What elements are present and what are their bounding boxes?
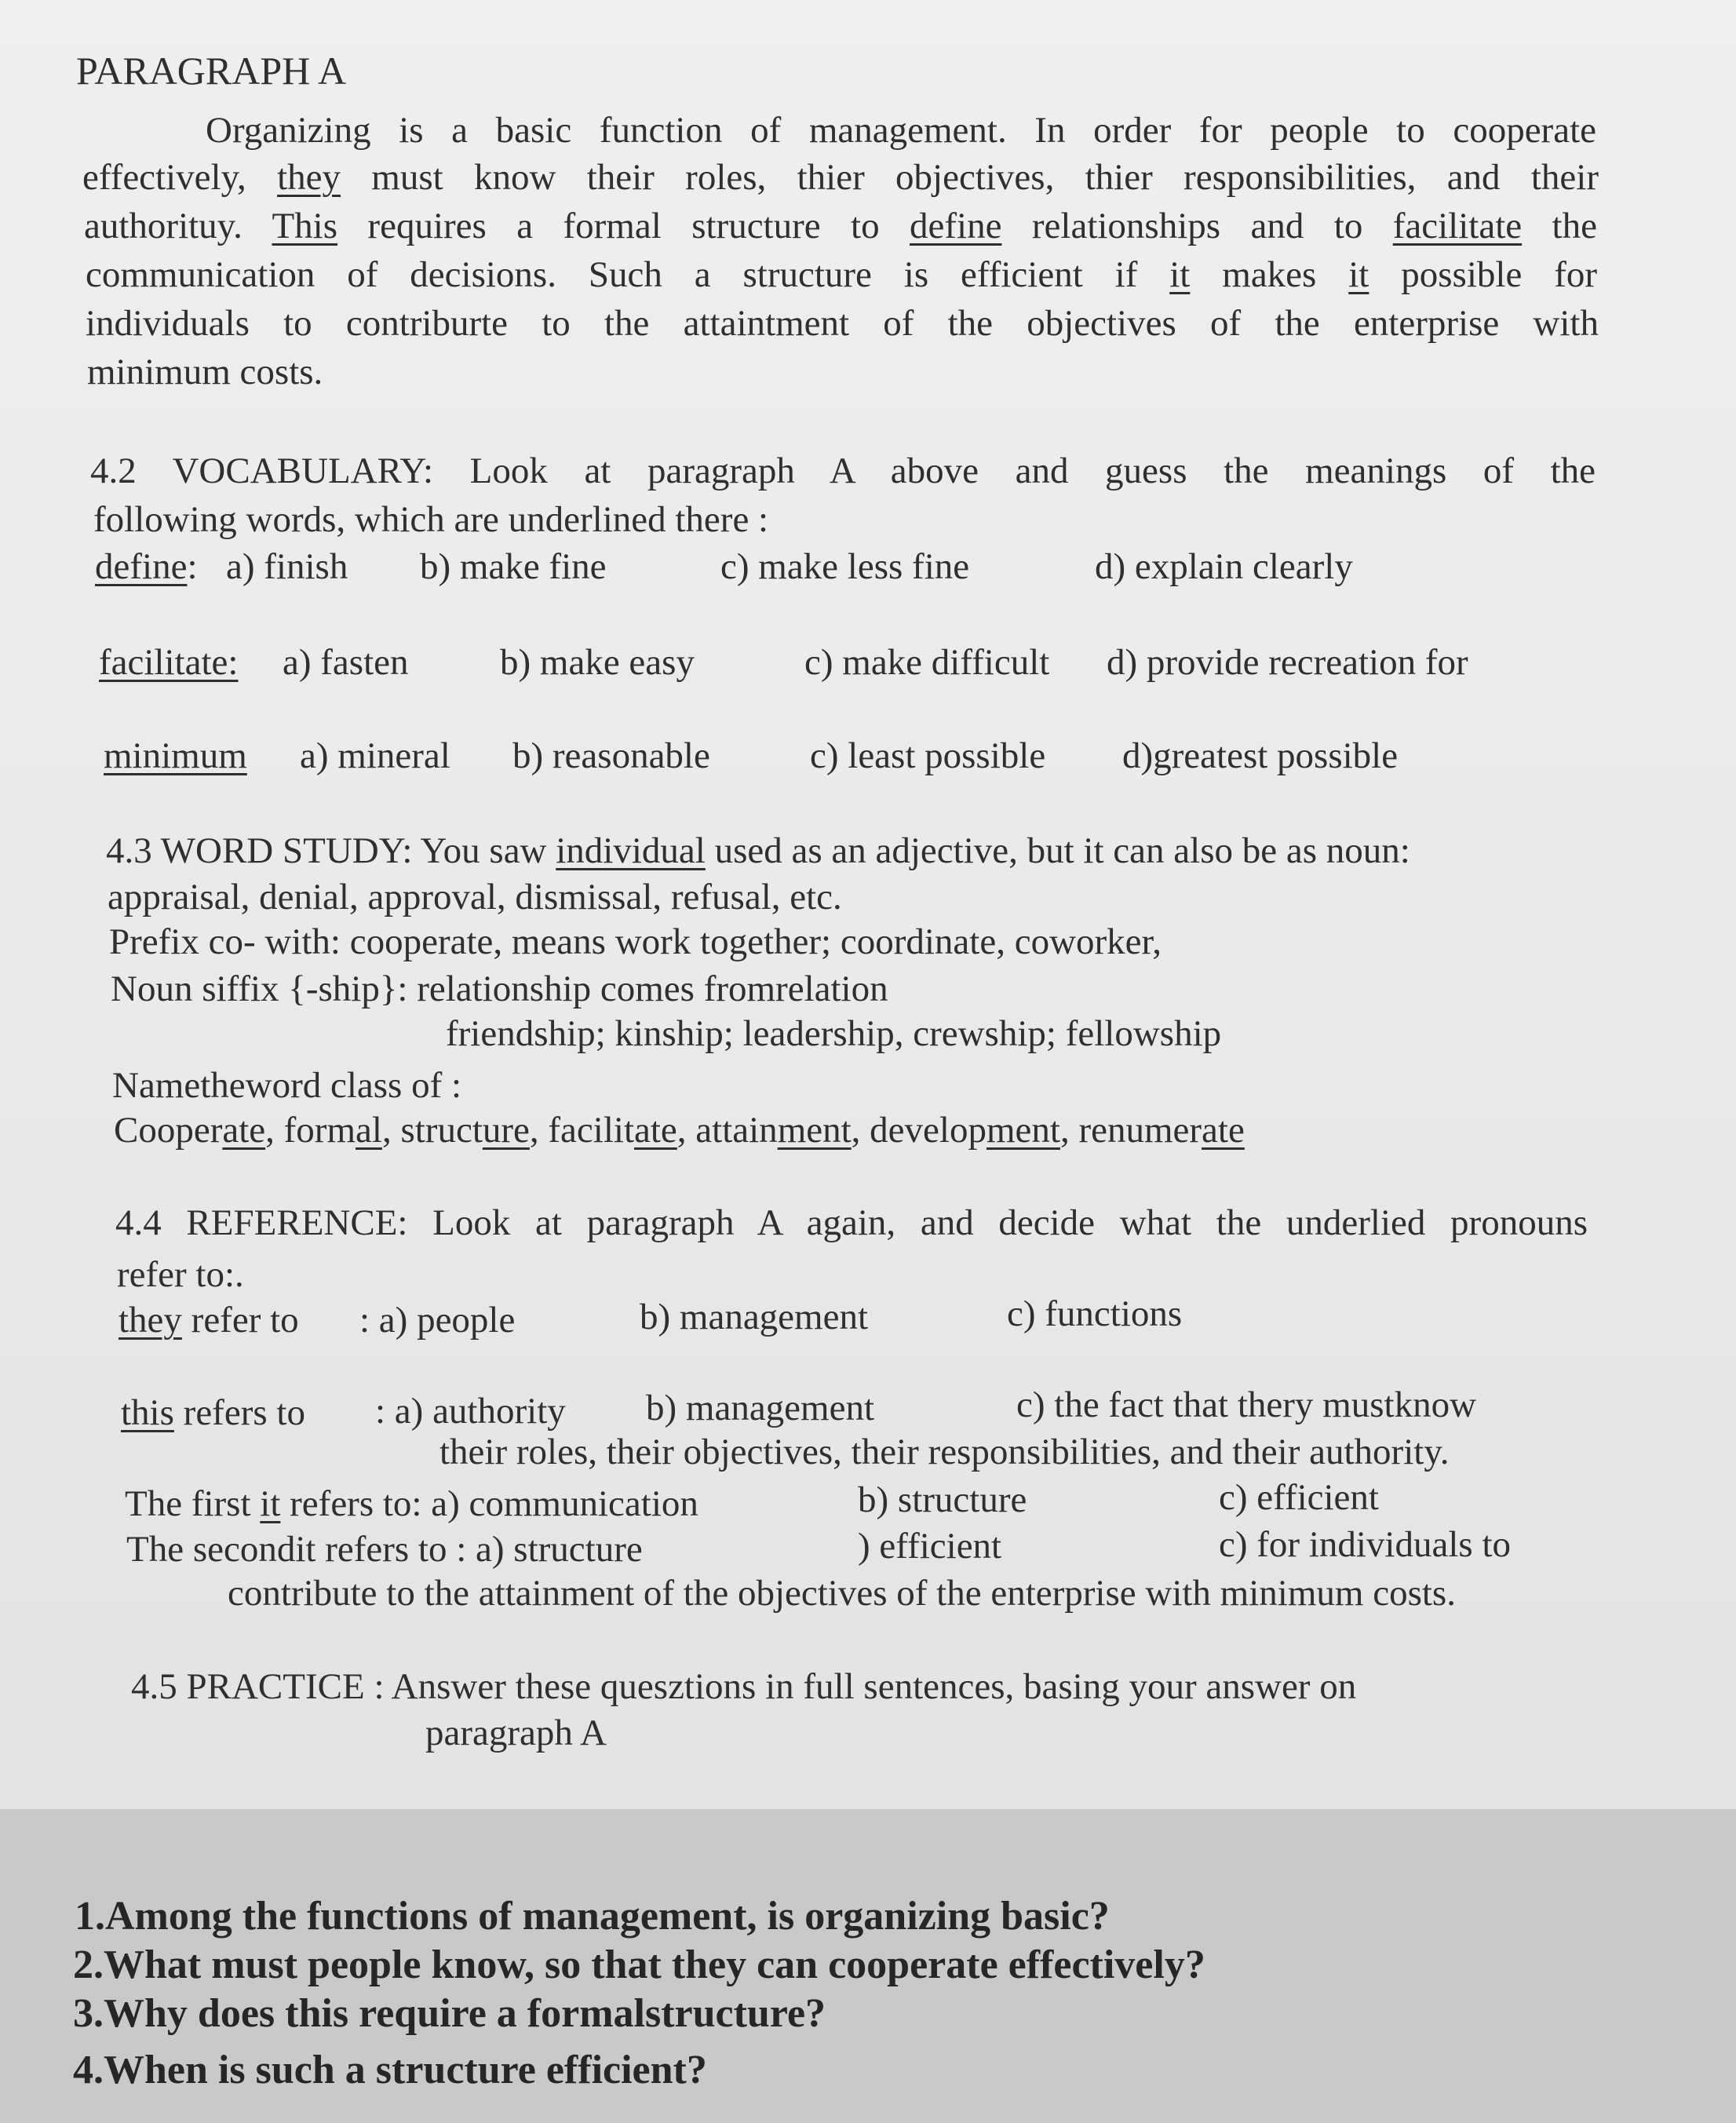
word-study-line: Noun siffix {-ship}: relationship comes fromrelation — [111, 968, 888, 1009]
reference-item: they refer to — [119, 1300, 299, 1341]
word-study-line: appraisal, denial, approval, dismissal, refusal, etc. — [108, 877, 842, 917]
word-study-line: friendship; kinship; leadership, crewship; fellowship — [446, 1013, 1222, 1054]
vocabulary-intro: following words, which are underlined there : — [93, 499, 769, 540]
vocab-option: d)greatest possible — [1122, 735, 1399, 776]
vocab-option: b) make easy — [500, 642, 695, 683]
paragraph-line: individuals to contriburte to the attaintment of the objectives of the enterprise with — [86, 303, 1599, 344]
practice-instruction: paragraph A — [425, 1713, 607, 1753]
vocab-option: c) make less fine — [720, 546, 970, 587]
vocab-option: a) finish — [226, 546, 348, 587]
vocab-option: c) least possible — [810, 735, 1046, 776]
vocab-option: d) explain clearly — [1095, 546, 1353, 587]
reference-item: The secondit refers to : a) structure — [126, 1529, 643, 1570]
vocab-option: b) make fine — [420, 546, 607, 587]
question-item: 1.Among the functions of management, is organizing basic? — [75, 1894, 1110, 1939]
paragraph-line: Organizing is a basic function of management. In order for people to cooperate — [206, 110, 1596, 151]
reference-option: b) structure — [858, 1479, 1027, 1520]
vocab-word: facilitate: — [99, 642, 239, 683]
reference-item: this refers to — [121, 1392, 305, 1433]
reference-option: b) management — [640, 1297, 869, 1337]
vocab-option: b) reasonable — [512, 735, 710, 776]
reference-item: The first it refers to: a) communication — [125, 1483, 698, 1524]
reference-option: c) functions — [1007, 1293, 1183, 1334]
word-class-list: Cooperate, formal, structure, facilitate, attainment, development, renumerate — [114, 1110, 1245, 1151]
vocab-option: d) provide recreation for — [1107, 642, 1468, 683]
paragraph-line: communication of decisions. Such a structure is efficient if it makes it possible for — [86, 254, 1597, 295]
paragraph-line: effectively, they must know their roles, thier objectives, thier responsibilities, and their — [82, 157, 1599, 198]
vocab-option: c) make difficult — [804, 642, 1050, 683]
reference-intro: refer to:. — [117, 1254, 244, 1295]
practice-instruction: 4.5 PRACTICE : Answer these quesztions in full sentences, basing your answer on — [131, 1666, 1357, 1707]
reference-option: b) management — [646, 1388, 875, 1428]
reference-option: c) efficient — [1219, 1477, 1379, 1518]
reference-option: : a) people — [359, 1300, 516, 1341]
question-item: 3.Why does this require a formalstructure? — [73, 1991, 826, 2036]
word-study-line: 4.3 WORD STUDY: You saw individual used as an adjective, but it can also be as noun: — [106, 830, 1410, 871]
paragraph-heading: PARAGRAPH A — [76, 49, 347, 93]
reference-option: c) the fact that thery mustknow — [1016, 1384, 1477, 1425]
word-study-line: Nametheword class of : — [112, 1065, 462, 1106]
reference-option: c) for individuals to — [1219, 1524, 1512, 1565]
word-study-line: Prefix co- with: cooperate, means work together; coordinate, coworker, — [109, 921, 1162, 962]
reference-option: ) efficient — [858, 1526, 1002, 1567]
vocab-word: define: — [95, 546, 198, 587]
vocab-option: a) mineral — [300, 735, 450, 776]
reference-option: their roles, their objectives, their responsibilities, and their authority. — [439, 1432, 1450, 1472]
vocab-word: minimum — [104, 735, 247, 776]
reference-option: : a) authority — [375, 1391, 566, 1432]
question-item: 2.What must people know, so that they can cooperate effectively? — [73, 1942, 1205, 1987]
vocabulary-intro: 4.2 VOCABULARY: Look at paragraph A above and guess the meanings of the — [90, 450, 1596, 491]
reference-intro: 4.4 REFERENCE: Look at paragraph A again, and decide what the underlied pronouns — [115, 1202, 1588, 1243]
question-item: 4.When is such a structure efficient? — [73, 2048, 707, 2092]
vocab-option: a) fasten — [283, 642, 409, 683]
paragraph-line: minimum costs. — [87, 352, 323, 392]
reference-option: contribute to the attainment of the objectives of the enterprise with minimum costs. — [228, 1573, 1456, 1614]
paragraph-line: authorituy. This requires a formal structure to define relationships and to facilitate the — [84, 206, 1597, 246]
